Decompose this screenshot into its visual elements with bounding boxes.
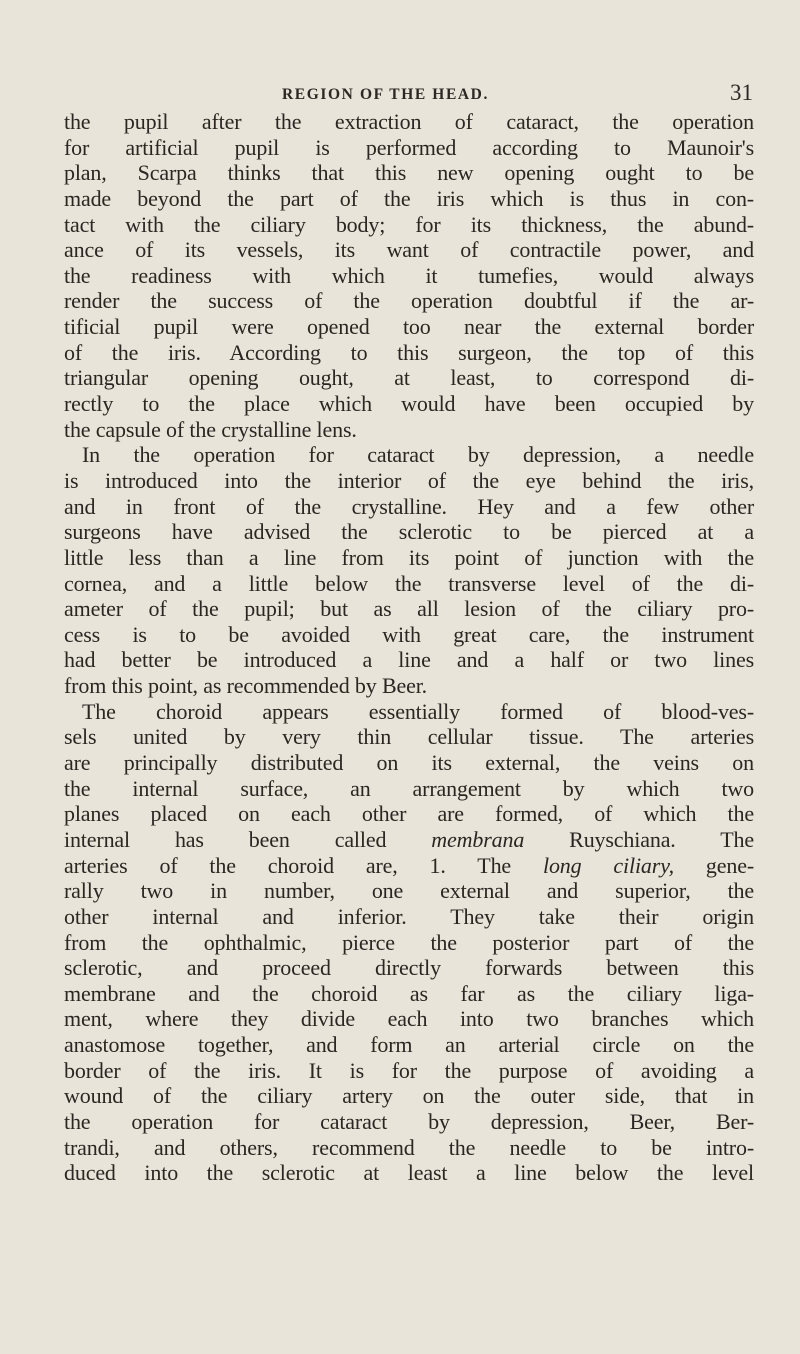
italic-term: membrana — [431, 826, 525, 852]
text-line: rectly to the place which would have been occupied by — [64, 391, 754, 417]
text-line: the pupil after the extraction of cataract, the operation — [64, 109, 754, 134]
body-text — [64, 109, 754, 1186]
text-line: membrane and the choroid as far as the ciliary liga- — [64, 980, 754, 1006]
text-line: cess is to be avoided with great care, the instrument — [64, 621, 754, 647]
text-line-long-ciliary — [64, 853, 754, 879]
text-line: In the operation for cataract by depression, a needle — [82, 442, 754, 468]
text-line: border of the iris. It is for the purpose of avoiding a — [64, 1057, 754, 1083]
text-line: trandi, and others, recommend the needle to be intro- — [64, 1134, 754, 1160]
page-number: 31 — [730, 80, 753, 105]
text-line: tificial pupil were opened too near the external border — [64, 314, 754, 340]
text-line: made beyond the part of the iris which is thus in con- — [64, 185, 754, 211]
text-line: is introduced into the interior of the eye behind the iris, — [64, 467, 754, 493]
text-line: anastomose together, and form an arterial circle on the — [64, 1032, 754, 1058]
text-line: little less than a line from its point of junction with the — [64, 544, 754, 570]
text-line: The choroid appears essentially formed of blood-ves- — [82, 698, 754, 724]
text-segment: arteries of the choroid are, 1. The — [64, 852, 543, 878]
text-line: wound of the ciliary artery on the outer side, that in — [64, 1083, 754, 1109]
text-line: are principally distributed on its external, the veins on — [64, 750, 754, 776]
running-title: REGION OF THE HEAD. — [282, 86, 489, 103]
text-segment: Ruyschiana. The — [524, 826, 754, 852]
text-segment: internal has been called — [64, 826, 432, 852]
text-line: surgeons have advised the sclerotic to be pierced at a — [64, 519, 754, 545]
text-line: and in front of the crystalline. Hey and a few other — [64, 493, 754, 519]
text-line: sclerotic, and proceed directly forwards between this — [64, 955, 754, 981]
text-line: planes placed on each other are formed, of which the — [64, 801, 754, 827]
text-line: for artificial pupil is performed according to Maunoir's — [64, 134, 754, 160]
running-head — [0, 80, 800, 110]
text-line: sels united by very thin cellular tissue. The arteries — [64, 724, 754, 750]
text-line: duced into the sclerotic at least a line below the level — [64, 1160, 754, 1186]
text-line: ment, where they divide each into two branches which — [64, 1006, 754, 1032]
text-line: other internal and inferior. They take their origin — [64, 903, 754, 929]
text-line: plan, Scarpa thinks that this new opening ought to be — [64, 160, 754, 186]
text-line: had better be introduced a line and a half or two lines — [64, 647, 754, 673]
text-line: cornea, and a little below the transverse level of the di- — [64, 570, 754, 596]
text-line: rally two in number, one external and superior, the — [64, 878, 754, 904]
text-line: tact with the ciliary body; for its thickness, the abund- — [64, 211, 754, 237]
text-line: the internal surface, an arrangement by which two — [64, 775, 754, 801]
text-line: triangular opening ought, at least, to correspond di- — [64, 365, 754, 391]
text-line: the readiness with which it tumefies, would always — [64, 262, 754, 288]
text-line: the capsule of the crystalline lens. — [64, 416, 357, 442]
text-line: the operation for cataract by depression, Beer, Ber- — [64, 1108, 754, 1134]
text-segment: gene- — [673, 852, 754, 878]
text-line: render the success of the operation doubtful if the ar- — [64, 288, 754, 314]
text-line: of the iris. According to this surgeon, the top of this — [64, 339, 754, 365]
text-line-ruyschiana — [64, 827, 754, 853]
text-line: from this point, as recommended by Beer. — [64, 673, 428, 699]
text-line: from the ophthalmic, pierce the posterior part of the — [64, 929, 754, 955]
italic-term: long ciliary, — [542, 852, 674, 878]
text-line: ance of its vessels, its want of contractile power, and — [64, 237, 754, 263]
text-line: ameter of the pupil; but as all lesion of the ciliary pro- — [64, 596, 754, 622]
